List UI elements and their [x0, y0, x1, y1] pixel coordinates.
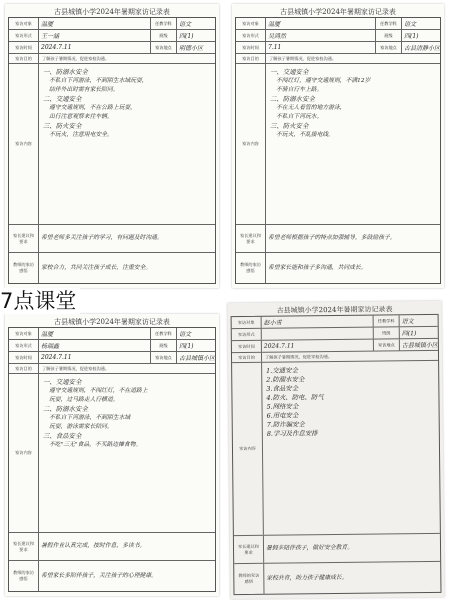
form-title: 古县城镇小学2024年暑期家访记录表 [280, 8, 396, 16]
value-date: 7.11 [266, 42, 376, 53]
content-line: 一、防溺水安全 [43, 68, 88, 76]
content-line: 三、防火安全 [270, 122, 309, 130]
label-subject: 任教学科 [374, 315, 400, 326]
content-line: 1.交通安全 [266, 366, 298, 375]
opinion-text: 希望老师根据孩子的特点加强辅导，多鼓励孩子。 [268, 235, 396, 241]
value-name: 杨瑞鑫 [39, 340, 151, 351]
table-row [9, 253, 215, 283]
value-student: 温厦 [266, 18, 376, 29]
value-grade: 四(1) [401, 330, 417, 338]
opinion-text: 暑假多陪伴孩子，做好安全教育。 [265, 544, 354, 552]
label-reflect: 教师的家访感悟 [236, 253, 266, 283]
label-place: 家访地点 [374, 339, 400, 350]
content-line: 遵守交通规则，不在公路上玩耍， [49, 105, 136, 111]
label-grade: 班级 [376, 30, 402, 41]
caption-text: 7点课堂 [0, 288, 80, 314]
form-title: 古县城镇小学2024年暑期家访记录表 [54, 318, 170, 326]
content-line: 不玩火，注意用电安全。 [49, 132, 113, 138]
table-row [236, 18, 440, 30]
value-grade: 四(1) [179, 33, 194, 40]
content-line: 一、交通安全 [43, 378, 82, 386]
opinion-text: 希望老师多关注孩子的学习，有问题及时沟通。 [41, 235, 163, 241]
value-reflect [266, 253, 440, 283]
value-name: 吴鸿然 [266, 30, 376, 41]
reflect-text: 希望家长多陪伴孩子，关注孩子的心理健康。 [41, 572, 157, 579]
content-line: 二、交通安全 [43, 95, 82, 103]
label-date: 家访时间 [9, 42, 39, 53]
label-subject: 任教学科 [151, 328, 177, 339]
content-line: 玩耍，过马路走人行横道。 [49, 397, 119, 403]
content-line: 出行注意观察来往车辆。 [49, 114, 113, 120]
table-row [9, 30, 215, 42]
content-line: 6.用电安全 [266, 411, 299, 420]
label-content: 家访内容 [9, 374, 39, 532]
table-row [9, 352, 215, 364]
label-date: 家访时间 [232, 341, 262, 352]
label-reflect: 教师的家访感悟 [9, 561, 39, 591]
reflect-text: 家校合力，共同关注孩子成长，注重安全。 [41, 264, 152, 271]
visit-record-form [227, 301, 444, 599]
label-content: 家访内容 [232, 363, 264, 535]
form-title: 古县城镇小学2024年暑期家访记录表 [276, 305, 393, 315]
label-contact: 家访形式 [9, 30, 39, 41]
content-line: 不吃"三无"食品，不买路边摊食物。 [49, 442, 142, 448]
label-purpose: 家访目的 [9, 54, 39, 63]
label-student: 家访对象 [232, 317, 262, 328]
visit-record-form [5, 4, 219, 288]
table-row [9, 340, 215, 352]
value-purpose: 了解孩子暑期情况，促进家校沟通。 [269, 55, 337, 61]
value-reflect [39, 561, 215, 591]
table-row [9, 54, 215, 64]
value-place: 古县清静小区 [404, 45, 440, 52]
content-line: 5.网络安全 [266, 402, 299, 411]
label-subject: 任教学科 [151, 18, 177, 29]
label-content: 家访内容 [236, 64, 266, 224]
table-row [9, 328, 215, 340]
value-place: 古县城镇小区 [401, 341, 438, 350]
table-row [236, 225, 440, 253]
label-student: 家访对象 [9, 328, 39, 339]
label-grade: 班级 [151, 340, 177, 351]
label-opinion: 家长建议和要求 [236, 225, 266, 252]
content-line: 不私自下河玩水。 [276, 114, 323, 120]
value-name: 王一涵 [39, 30, 151, 41]
label-subject: 任教学科 [376, 18, 402, 29]
table-row [9, 18, 215, 30]
label-student: 家访对象 [9, 18, 39, 29]
value-purpose: 了解孩子暑期情况，促进家校沟通。 [264, 353, 333, 360]
content-line: 二、防溺水安全 [43, 405, 88, 413]
form-title: 古县城镇小学2024年暑期家访记录表 [54, 8, 170, 16]
content-line: 不闯红灯，遵守交通规则，不满12岁 [276, 78, 371, 84]
table-row [9, 561, 215, 591]
value-grade: 四(1) [179, 343, 194, 350]
label-purpose: 家访目的 [236, 54, 266, 63]
label-contact: 家访形式 [236, 30, 266, 41]
value-purpose: 了解孩子暑期情况，促进家校沟通。 [42, 55, 110, 61]
value-place: 古县城镇小区 [179, 355, 215, 362]
opinion-text: 暑假作业认真完成，按时作息，多读书。 [41, 543, 146, 549]
label-purpose: 家访目的 [9, 364, 39, 373]
content-lines [39, 374, 215, 532]
value-name [262, 328, 374, 340]
label-date: 家访时间 [9, 352, 39, 363]
label-content: 家访内容 [9, 64, 39, 224]
value-subject: 语文 [404, 21, 417, 28]
content-line: 不骑自行车上路。 [276, 87, 323, 93]
form-table [8, 327, 216, 592]
table-row [9, 364, 215, 374]
value-student: 赵小雪 [262, 316, 374, 328]
content-line: 7.防诈骗安全 [266, 420, 305, 429]
reflect-text: 家校共育，助力孩子健康成长。 [266, 574, 348, 582]
form-table [8, 17, 216, 284]
content-line: 不私自下河游泳，不到陌生水域 [49, 415, 131, 421]
value-purpose: 了解孩子暑期情况，促进家校沟通。 [42, 365, 110, 371]
content-line: 二、防溺水安全 [270, 95, 315, 103]
content-line: 遵守交通规则，不闯红灯，不在道路上 [49, 388, 148, 394]
content-lines [39, 64, 215, 224]
label-place: 家访地点 [151, 352, 177, 363]
value-opinion [39, 533, 215, 560]
value-opinion [266, 225, 440, 252]
label-opinion: 家长建议和要求 [9, 533, 39, 560]
label-opinion: 家长建议和要求 [9, 225, 39, 252]
value-grade: 四(1) [404, 33, 419, 40]
value-reflect [264, 562, 440, 594]
value-subject: 语文 [179, 21, 192, 28]
value-date: 2024.7.11 [39, 352, 151, 363]
table-row [234, 562, 440, 594]
content-line: 2.防溺水安全 [266, 375, 305, 384]
label-date: 家访时间 [236, 42, 266, 53]
table-row [9, 42, 215, 54]
content-line: 三、防火安全 [43, 122, 82, 130]
value-date: 2024.7.11 [262, 340, 374, 352]
value-student: 温厦 [39, 18, 151, 29]
label-grade: 班级 [151, 30, 177, 41]
table-row [232, 361, 440, 536]
content-line: 不在无人看管的地方游泳， [276, 105, 346, 111]
label-opinion: 家长建议和要求 [234, 536, 264, 563]
label-student: 家访对象 [236, 18, 266, 29]
label-reflect: 教师的家访感悟 [9, 253, 39, 283]
content-line: 不私自下河游泳，不到陌生水域玩耍， [49, 78, 148, 84]
value-subject: 语文 [401, 318, 414, 326]
content-line: 4.防火、防电、防气 [266, 393, 324, 402]
visit-record-form [5, 314, 219, 596]
value-student: 温厦 [39, 328, 151, 339]
reflect-text: 希望家长能和孩子多沟通，共同成长。 [268, 264, 367, 271]
visit-record-form [232, 4, 444, 288]
content-line: 结伴外出时需有家长陪同。 [49, 87, 119, 93]
table-row [236, 30, 440, 42]
label-contact: 家访形式 [232, 329, 262, 340]
form-table [235, 17, 441, 284]
table-row [9, 533, 215, 561]
label-place: 家访地点 [376, 42, 402, 53]
table-row [234, 534, 440, 564]
label-reflect: 教师的家访感悟 [234, 564, 264, 594]
value-subject: 语文 [179, 331, 192, 338]
content-lines [262, 361, 440, 535]
table-row [236, 42, 440, 54]
content-line: 不玩火，不乱接电线。 [276, 132, 334, 138]
label-place: 家访地点 [151, 42, 177, 53]
table-row [9, 225, 215, 253]
value-opinion [264, 534, 440, 563]
content-line: 一、交通安全 [270, 68, 309, 76]
value-reflect [39, 253, 215, 283]
table-row [9, 64, 215, 225]
value-place: 明德小区 [179, 45, 204, 52]
value-opinion [39, 225, 215, 252]
table-row [236, 64, 440, 225]
label-purpose: 家访目的 [232, 353, 262, 362]
table-row [236, 54, 440, 64]
content-line: 玩耍，游泳需家长陪同。 [49, 424, 113, 430]
label-grade: 班级 [374, 327, 400, 338]
value-date: 2024.7.11 [39, 42, 151, 53]
content-line: 3.食品安全 [266, 384, 299, 393]
label-contact: 家访形式 [9, 340, 39, 351]
content-lines [266, 64, 440, 224]
table-row [9, 374, 215, 533]
table-row [236, 253, 440, 283]
form-table [231, 314, 442, 595]
content-line: 8.学习及作息安排 [266, 429, 318, 438]
content-line: 三、食品安全 [43, 432, 82, 440]
